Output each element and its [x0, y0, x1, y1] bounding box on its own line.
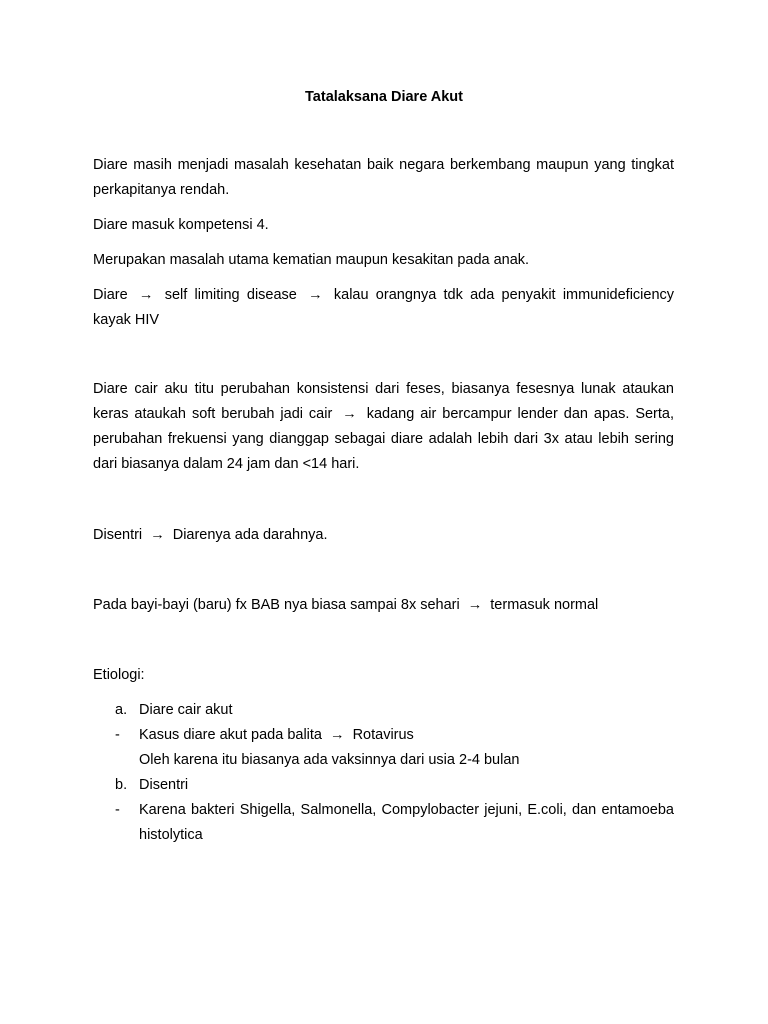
arrow-right-icon: →: [138, 287, 154, 303]
p5-part1: Diare cair aku titu perubahan konsistensi dari feses, biasanya fesesnya lunak ataukan keras ataukah soft berubah jadi cair: [93, 381, 674, 422]
document-title: Tatalaksana Diare Akut: [305, 89, 463, 105]
arrow-right-icon: →: [308, 287, 323, 303]
p6-part1: Disentri: [93, 527, 143, 543]
list-marker: -: [115, 802, 120, 818]
list-item-text: Disentri: [139, 777, 189, 793]
arrow-right-icon: →: [467, 597, 483, 613]
list-item-text: Oleh karena itu biasanya ada vaksinnya dari usia 2-4 bulan: [139, 752, 520, 768]
arrow-right-icon: →: [330, 727, 345, 743]
p6-part2: Diarenya ada darahnya.: [172, 527, 328, 543]
paragraph-intro: Diare masih menjadi masalah kesehatan baik negara berkembang maupun yang tingkat perkapitanya rendah.: [93, 157, 674, 198]
dash1-part1: Kasus diare akut pada balita: [139, 727, 322, 743]
arrow-right-icon: →: [342, 406, 357, 422]
paragraph-bayi: [93, 593, 674, 618]
list-marker: b.: [115, 777, 128, 793]
list-item-text: [139, 723, 674, 748]
paragraph-masalah-utama: Merupakan masalah utama kematian maupun kesakitan pada anak.: [93, 252, 530, 268]
p4-part2: self limiting disease: [164, 287, 297, 303]
list-marker: a.: [115, 702, 128, 718]
p4-part1: Diare: [93, 287, 128, 303]
p5-part2: kadang air bercampur lender dan apas. Serta, perubahan frekuensi yang dianggap sebagai diare adalah lebih dari 3x atau lebih sering dari biasanya dalam 24 jam dan <14 hari.: [93, 406, 675, 472]
arrow-right-icon: →: [150, 527, 165, 543]
paragraph-self-limiting: [93, 283, 674, 333]
paragraph-diare-cair: [93, 377, 674, 477]
list-marker: -: [115, 727, 120, 743]
etiologi-label: Etiologi:: [93, 667, 145, 683]
p7-part2: termasuk normal: [490, 597, 599, 613]
list-item-text: Karena bakteri Shigella, Salmonella, Compylobacter jejuni, E.coli, dan entamoeba histolytica: [139, 802, 674, 843]
p7-part1: Pada bayi-bayi (baru) fx BAB nya biasa sampai 8x sehari: [93, 597, 460, 613]
p4-part3: kalau orangnya tdk ada penyakit immunideficiency kayak HIV: [93, 287, 675, 328]
dash1-part2: Rotavirus: [352, 727, 414, 743]
paragraph-disentri: [93, 523, 674, 548]
paragraph-kompetensi: Diare masuk kompetensi 4.: [93, 217, 269, 233]
list-item-text: Diare cair akut: [139, 702, 233, 718]
